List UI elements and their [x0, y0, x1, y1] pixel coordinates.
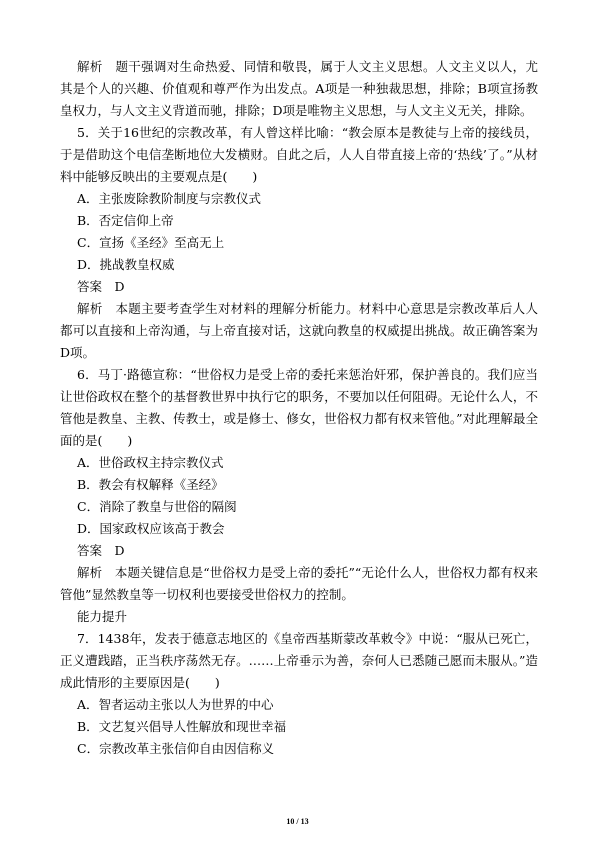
q5-option-d: D．挑战教皇权威 — [77, 257, 175, 272]
section-heading: 能力提升 — [77, 609, 128, 624]
q5-option-c: C．宣扬《圣经》至高无上 — [77, 235, 225, 250]
page-number: 10 / 13 — [286, 817, 309, 826]
question-7: 7．1438年，发表于德意志地区的《皇帝西基斯蒙改革敕令》中说：“服从已死亡，正义遭践踏，正当秩序荡然无存。……上帝垂示为善，奈何人已悉随己愿而未服从。”造成此情形的主要原因是( ) — [60, 631, 538, 690]
q5-option-b: B．否定信仰上帝 — [77, 213, 174, 228]
q6-answer: 答案 D — [77, 543, 125, 558]
q5-answer: 答案 D — [77, 279, 125, 294]
q6-option-c: C．消除了教皇与世俗的隔阂 — [77, 499, 237, 514]
q7-option-a: A．智者运动主张以人为世界的中心 — [77, 697, 274, 712]
analysis-q4: 解析 题干强调对生命热爱、同情和敬畏，属于人文主义思想。人文主义以人，尤其是个人的兴趣、价值观和尊严作为出发点。A项是一种独裁思想，排除；B项宣扬教皇权力，与人文主义背道而驰，排除；D项是唯物主义思想，与人文主义无关，排除。 — [60, 59, 538, 118]
question-5: 5．关于16世纪的宗教改革，有人曾这样比喻：“教会原本是教徒与上帝的接线员，于是借助这个电信垄断地位大发横财。自此之后，人人自带直接上帝的‘热线’了。”从材料中能够反映出的主要观点是( ) — [60, 125, 538, 184]
question-6: 6．马丁·路德宣称：“世俗权力是受上帝的委托来惩治奸邪，保护善良的。我们应当让世俗政权在整个的基督教世界中执行它的职务，不要加以任何阻碍。无论什么人，不管他是教皇、主教、传教士，或是修士、修女，世俗权力都有权来管他。”对此理解最全面的是( ) — [60, 367, 538, 448]
q5-analysis: 解析 本题主要考查学生对材料的理解分析能力。材料中心意思是宗教改革后人人都可以直接和上帝沟通，与上帝直接对话，这就向教皇的权威提出挑战。故正确答案为D项。 — [60, 301, 538, 360]
q6-analysis: 解析 本题关键信息是“世俗权力是受上帝的委托”“无论什么人，世俗权力都有权来管他”显然教皇等一切权利也要接受世俗权力的控制。 — [60, 565, 538, 602]
q6-option-a: A．世俗政权主持宗教仪式 — [77, 455, 224, 470]
q7-option-c: C．宗教改革主张信仰自由因信称义 — [77, 741, 275, 756]
q6-option-d: D．国家政权应该高于教会 — [77, 521, 225, 536]
q5-option-a: A．主张废除教阶制度与宗教仪式 — [77, 191, 262, 206]
q6-option-b: B．教会有权解释《圣经》 — [77, 477, 224, 492]
q7-option-b: B．文艺复兴倡导人性解放和现世幸福 — [77, 719, 287, 734]
document-body — [60, 56, 538, 760]
